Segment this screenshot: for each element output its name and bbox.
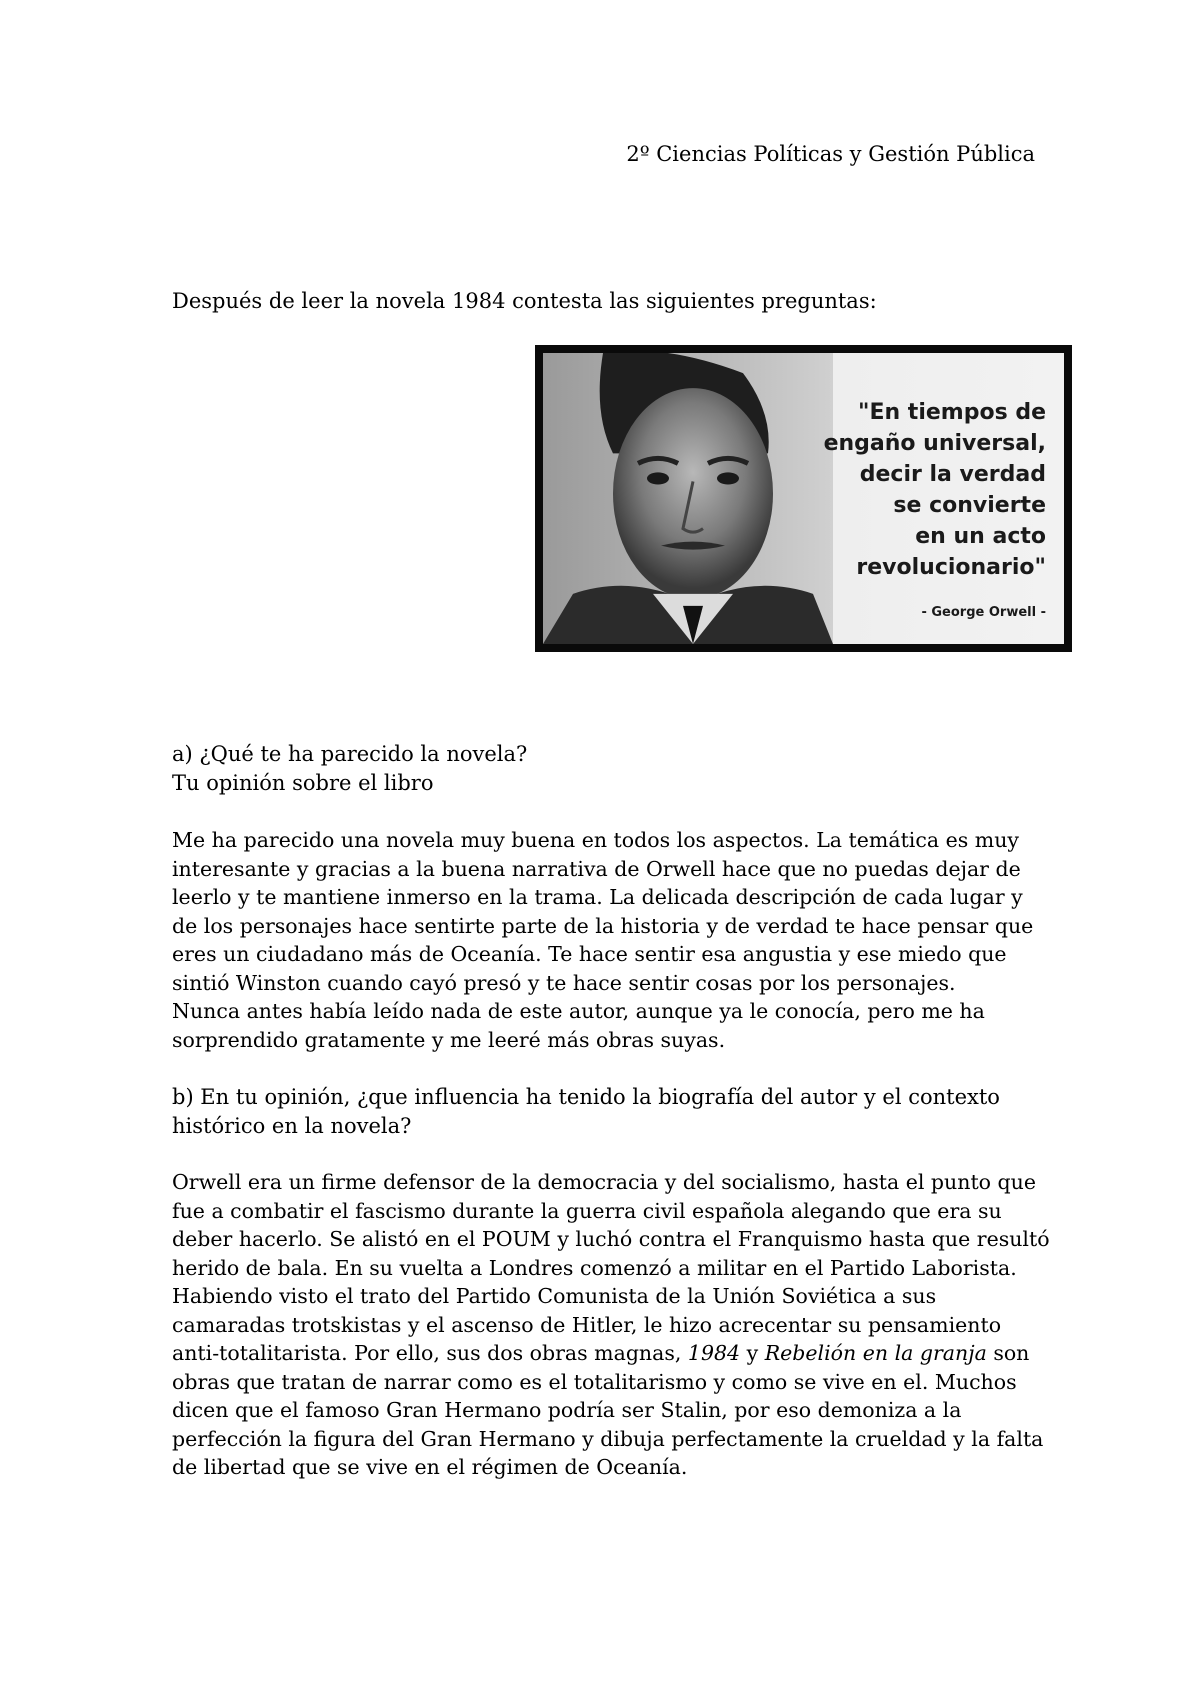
quote-attribution: - George Orwell - bbox=[921, 605, 1046, 620]
answer-b-line: perfección la figura del Gran Hermano y dibuja perfectamente la crueldad y la falta bbox=[172, 1426, 1044, 1451]
line-text-middle: y bbox=[740, 1341, 765, 1365]
answer-a-line: Nunca antes había leído nada de este autor, aunque ya le conocía, pero me ha bbox=[172, 999, 985, 1023]
image-background bbox=[543, 353, 1064, 644]
answer-a-line: sorprendido gratamente y me leeré más obras suyas. bbox=[172, 1027, 726, 1052]
answer-a-line: leerlo y te mantiene inmerso en la trama. La delicada descripción de cada lugar y bbox=[172, 885, 1023, 909]
answer-b-line: de libertad que se vive en el régimen de Oceanía. bbox=[172, 1455, 688, 1479]
orwell-quote-image bbox=[535, 345, 1072, 652]
answer-b-line-with-titles bbox=[172, 1339, 1042, 1368]
line-text-after: son bbox=[986, 1341, 1030, 1365]
instruction-text: Después de leer la novela 1984 contesta las siguientes preguntas: bbox=[172, 289, 877, 313]
answer-a-line: Me ha parecido una novela muy buena en todos los aspectos. La temática es muy bbox=[172, 828, 1019, 852]
answer-b-line: Habiendo visto el trato del Partido Comunista de la Unión Soviética a sus bbox=[172, 1284, 937, 1308]
answer-b-line: dicen que el famoso Gran Hermano podría ser Stalin, por eso demoniza a la bbox=[172, 1398, 962, 1422]
question-a-subtitle: Tu opinión sobre el libro bbox=[172, 770, 434, 795]
question-a-title: a) ¿Qué te ha parecido la novela? bbox=[172, 742, 528, 766]
answer-b-line: camaradas trotskistas y el ascenso de Hitler, le hizo acrecentar su pensamiento bbox=[172, 1312, 1002, 1337]
answer-b-line: herido de bala. En su vuelta a Londres comenzó a militar en el Partido Laborista. bbox=[172, 1255, 1017, 1280]
question-b-title-cont: histórico en la novela? bbox=[172, 1113, 412, 1138]
answer-b bbox=[172, 1168, 1050, 1482]
answer-b-line: Orwell era un firme defensor de la democracia y del socialismo, hasta el punto que bbox=[172, 1170, 1037, 1194]
book-title-1984: 1984 bbox=[687, 1341, 741, 1365]
answer-b-line: fue a combatir el fascismo durante la guerra civil española alegando que era su bbox=[172, 1198, 1002, 1223]
answer-a-line: sintió Winston cuando cayó presó y te hace sentir cosas por los personajes. bbox=[172, 970, 956, 995]
answer-b-line: obras que tratan de narrar como es el totalitarismo y como se vive en el. Muchos bbox=[172, 1369, 1017, 1394]
quote-text: "En tiempos de engaño universal, decir la verdad se convierte en un acto revolucionario" bbox=[823, 400, 1046, 580]
question-b bbox=[172, 1083, 1052, 1140]
question-a bbox=[172, 740, 1052, 797]
answer-a bbox=[172, 826, 1042, 1054]
course-header: 2º Ciencias Políticas y Gestión Pública bbox=[626, 142, 1035, 166]
answer-a-line: eres un ciudadano más de Oceanía. Te hace sentir esa angustia y ese miedo que bbox=[172, 942, 1007, 966]
answer-a-line: de los personajes hace sentirte parte de la historia y de verdad te hace pensar que bbox=[172, 913, 1034, 938]
answer-b-line: deber hacerlo. Se alistó en el POUM y luchó contra el Franquismo hasta que resultó bbox=[172, 1227, 1050, 1251]
line-text-before: anti-totalitarista. Por ello, sus dos obras magnas, bbox=[172, 1341, 688, 1365]
book-title-rebelion: Rebelión en la granja bbox=[764, 1341, 987, 1365]
question-b-title: b) En tu opinión, ¿que influencia ha tenido la biografía del autor y el contexto bbox=[172, 1085, 1000, 1109]
answer-a-line: interesante y gracias a la buena narrativa de Orwell hace que no puedas dejar de bbox=[172, 856, 1021, 881]
